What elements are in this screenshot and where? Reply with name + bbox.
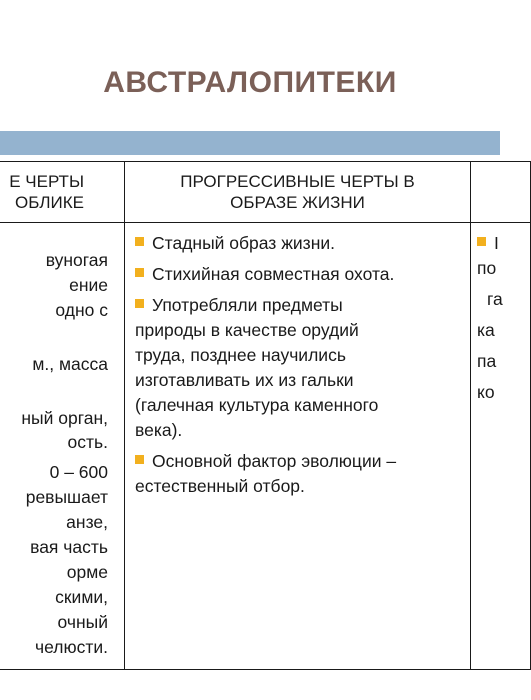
header-third xyxy=(471,162,531,223)
item-line: труда, позднее научились xyxy=(135,345,346,365)
morph-line: скими, xyxy=(55,587,108,607)
list-item xyxy=(135,231,462,256)
morph-line: анзе, xyxy=(66,512,108,532)
header-morphology-line-1: Е ЧЕРТЫ xyxy=(9,172,84,191)
morph-line: челюсти. xyxy=(34,637,108,657)
morph-line: ение xyxy=(69,275,108,295)
header-lifestyle xyxy=(125,162,471,223)
item-line: изготавливать их из гальки xyxy=(135,370,354,390)
morph-line: м., масса xyxy=(32,354,108,374)
item-line: естественный отбор. xyxy=(135,476,305,496)
morph-line: орме xyxy=(66,562,108,582)
morph-line: очный xyxy=(57,612,108,632)
col3-line: га xyxy=(487,289,503,309)
list-item xyxy=(135,262,462,287)
item-line: Употребляли предметы xyxy=(152,295,343,315)
item-line: (галечная культура каменного xyxy=(135,395,379,415)
morph-line: одно с xyxy=(55,300,108,320)
cell-third xyxy=(471,223,531,670)
col3-line: I xyxy=(494,233,499,253)
bullet-square-icon xyxy=(135,299,144,308)
header-band xyxy=(0,131,500,155)
header-morphology xyxy=(0,162,125,223)
morph-line: ный орган, xyxy=(21,408,108,428)
cell-morphology xyxy=(0,223,125,670)
header-lifestyle-line-2: ОБРАЗЕ ЖИЗНИ xyxy=(230,193,365,212)
list-item xyxy=(135,449,462,499)
bullet-square-icon xyxy=(135,237,144,246)
col3-line: по xyxy=(477,258,497,278)
item-line: Стадный образ жизни. xyxy=(152,233,335,253)
header-morphology-line-2: ОБЛИКЕ xyxy=(15,193,84,212)
header-lifestyle-line-1: ПРОГРЕССИВНЫЕ ЧЕРТЫ В xyxy=(180,172,415,191)
cell-lifestyle xyxy=(125,223,471,670)
bullet-square-icon xyxy=(477,237,486,246)
morph-line: вая часть xyxy=(30,537,108,557)
item-line: Основной фактор эволюции – xyxy=(152,451,397,471)
morph-line: ревышает xyxy=(25,487,108,507)
morph-line: 0 – 600 xyxy=(49,462,108,482)
morph-line: ость. xyxy=(67,432,108,452)
item-line: века). xyxy=(135,420,183,440)
item-line: природы в качестве орудий xyxy=(135,320,359,340)
bullet-square-icon xyxy=(135,455,144,464)
item-line: Стихийная совместная охота. xyxy=(152,264,395,284)
bullet-square-icon xyxy=(135,268,144,277)
list-item xyxy=(135,293,462,443)
col3-line: па xyxy=(477,351,497,371)
col3-line: ка xyxy=(477,320,495,340)
col3-line: ко xyxy=(477,382,495,402)
table-body-row xyxy=(0,223,531,670)
page-title: АВСТРАЛОПИТЕКИ xyxy=(103,66,397,99)
table-header-row xyxy=(0,162,531,223)
morph-line: вуногая xyxy=(45,250,108,270)
comparison-table xyxy=(0,161,531,670)
